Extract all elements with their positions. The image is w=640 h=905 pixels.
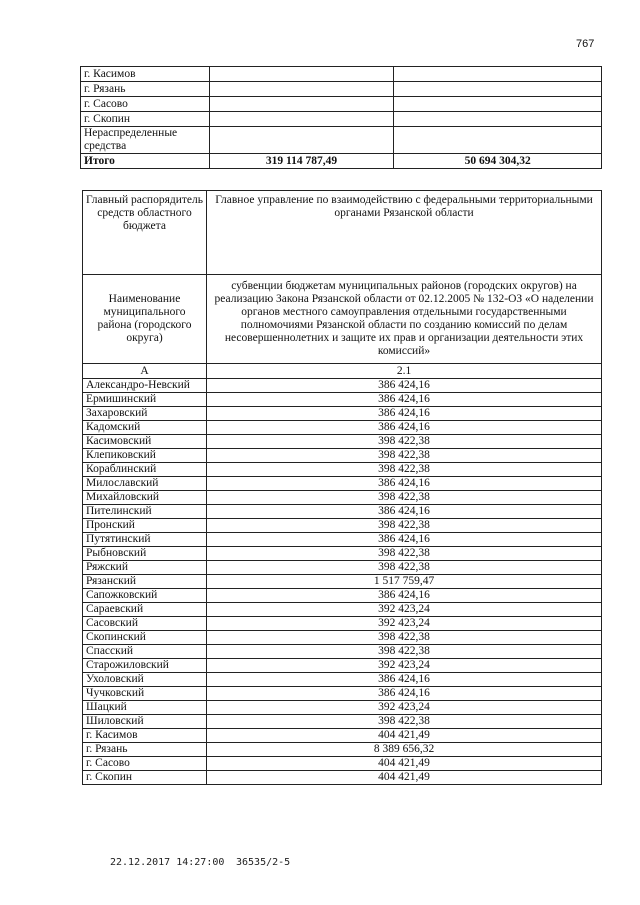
municipality-name: Михайловский (83, 491, 207, 505)
summary-total-row (81, 154, 602, 169)
subvention-amount: 398 422,38 (207, 435, 602, 449)
municipality-name: Путятинский (83, 533, 207, 547)
subvention-amount: 392 423,24 (207, 603, 602, 617)
subvention-amount: 398 422,38 (207, 645, 602, 659)
subvention-amount: 398 422,38 (207, 449, 602, 463)
municipality-name: Скопинский (83, 631, 207, 645)
municipality-name: Кораблинский (83, 463, 207, 477)
subvention-table (82, 190, 602, 785)
page-number: 767 (576, 38, 595, 50)
table-row (83, 631, 602, 645)
subvention-amount: 386 424,16 (207, 589, 602, 603)
municipality-name: Рязанский (83, 575, 207, 589)
summary-row-name: г. Сасово (81, 97, 210, 112)
table-row (83, 547, 602, 561)
column-code-b: 2.1 (207, 364, 602, 379)
summary-row (81, 82, 602, 97)
table-row (83, 673, 602, 687)
subvention-amount: 398 422,38 (207, 715, 602, 729)
summary-row-value-2 (394, 97, 602, 112)
summary-row-value-1 (209, 82, 394, 97)
subvention-amount: 398 422,38 (207, 463, 602, 477)
head-label-municipality: Наименование муниципального района (городского округа) (83, 275, 207, 364)
municipality-name: Александро-Невский (83, 379, 207, 393)
table-row (83, 575, 602, 589)
header-row-municipality (83, 275, 602, 364)
table-row (83, 477, 602, 491)
municipality-name: г. Скопин (83, 771, 207, 785)
municipality-name: г. Сасово (83, 757, 207, 771)
summary-row (81, 97, 602, 112)
subvention-amount: 386 424,16 (207, 533, 602, 547)
summary-total-value-1: 319 114 787,49 (209, 154, 394, 169)
municipality-name: Кадомский (83, 421, 207, 435)
subvention-amount: 8 389 656,32 (207, 743, 602, 757)
subvention-amount: 404 421,49 (207, 757, 602, 771)
table-row (83, 463, 602, 477)
subvention-amount: 386 424,16 (207, 687, 602, 701)
subvention-amount: 386 424,16 (207, 673, 602, 687)
summary-table (80, 66, 602, 169)
municipality-name: Ряжский (83, 561, 207, 575)
head-value-subvention: субвенции бюджетам муниципальных районов (городских округов) на реализацию Закона Рязанской области от 02.12.2005 № 132-ОЗ «О наделении органов местного самоуправления отдельными государственными полномочиями Рязанской области по созданию комиссий по делам несовершеннолетних и защите их прав и организации деятельности этих комиссий» (207, 275, 602, 364)
municipality-name: Милославский (83, 477, 207, 491)
municipality-name: Сараевский (83, 603, 207, 617)
summary-row-value-1 (209, 127, 394, 154)
table-row (83, 617, 602, 631)
subvention-amount: 392 423,24 (207, 659, 602, 673)
summary-row-value-2 (394, 82, 602, 97)
summary-row (81, 127, 602, 154)
municipality-name: г. Касимов (83, 729, 207, 743)
municipality-name: Сапожковский (83, 589, 207, 603)
subvention-amount: 386 424,16 (207, 379, 602, 393)
municipality-name: Шиловский (83, 715, 207, 729)
summary-row-value-1 (209, 67, 394, 82)
column-code-a: А (83, 364, 207, 379)
table-row (83, 603, 602, 617)
summary-row-name: г. Скопин (81, 112, 210, 127)
table-row (83, 393, 602, 407)
subvention-amount: 404 421,49 (207, 729, 602, 743)
footer-doc-id: 36535/2-5 (236, 857, 291, 868)
table-row (83, 491, 602, 505)
table-row (83, 701, 602, 715)
municipality-name: г. Рязань (83, 743, 207, 757)
summary-row-value-1 (209, 112, 394, 127)
column-code-row (83, 364, 602, 379)
municipality-name: Чучковский (83, 687, 207, 701)
subvention-amount: 386 424,16 (207, 393, 602, 407)
table-row (83, 715, 602, 729)
subvention-amount: 404 421,49 (207, 771, 602, 785)
table-row (83, 589, 602, 603)
subvention-amount: 398 422,38 (207, 491, 602, 505)
head-value-distributor: Главное управление по взаимодействию с федеральными территориальными органами Рязанской области (207, 191, 602, 275)
summary-row-value-2 (394, 112, 602, 127)
table-row (83, 505, 602, 519)
summary-row-value-1 (209, 97, 394, 112)
summary-row (81, 67, 602, 82)
subvention-amount: 398 422,38 (207, 561, 602, 575)
subvention-amount: 398 422,38 (207, 631, 602, 645)
table-row (83, 435, 602, 449)
subvention-amount: 386 424,16 (207, 477, 602, 491)
municipality-name: Шацкий (83, 701, 207, 715)
summary-row-name: Нераспределенные средства (81, 127, 210, 154)
footer-timestamp: 22.12.2017 14:27:00 (110, 857, 225, 868)
municipality-name: Ухоловский (83, 673, 207, 687)
municipality-name: Касимовский (83, 435, 207, 449)
municipality-name: Старожиловский (83, 659, 207, 673)
table-row (83, 379, 602, 393)
summary-row-value-2 (394, 127, 602, 154)
table-row (83, 771, 602, 785)
table-row (83, 449, 602, 463)
municipality-name: Сасовский (83, 617, 207, 631)
table-row (83, 687, 602, 701)
summary-total-value-2: 50 694 304,32 (394, 154, 602, 169)
subvention-amount: 392 423,24 (207, 701, 602, 715)
table-row (83, 519, 602, 533)
municipality-name: Клепиковский (83, 449, 207, 463)
subvention-amount: 398 422,38 (207, 547, 602, 561)
municipality-name: Ермишинский (83, 393, 207, 407)
table-row (83, 561, 602, 575)
municipality-name: Рыбновский (83, 547, 207, 561)
municipality-name: Спасский (83, 645, 207, 659)
table-row (83, 407, 602, 421)
table-row (83, 533, 602, 547)
subvention-amount: 386 424,16 (207, 421, 602, 435)
subvention-amount: 398 422,38 (207, 519, 602, 533)
table-row (83, 659, 602, 673)
table-row (83, 421, 602, 435)
table-row (83, 743, 602, 757)
subvention-amount: 386 424,16 (207, 407, 602, 421)
header-row-distributor (83, 191, 602, 275)
municipality-name: Захаровский (83, 407, 207, 421)
table-row (83, 757, 602, 771)
summary-row-value-2 (394, 67, 602, 82)
municipality-name: Пителинский (83, 505, 207, 519)
municipality-name: Пронский (83, 519, 207, 533)
table-row (83, 645, 602, 659)
subvention-amount: 386 424,16 (207, 505, 602, 519)
summary-row-name: г. Рязань (81, 82, 210, 97)
summary-row (81, 112, 602, 127)
subvention-amount: 392 423,24 (207, 617, 602, 631)
table-row (83, 729, 602, 743)
summary-total-label: Итого (81, 154, 210, 169)
summary-row-name: г. Касимов (81, 67, 210, 82)
head-label-distributor: Главный распорядитель средств областного бюджета (83, 191, 207, 275)
subvention-amount: 1 517 759,47 (207, 575, 602, 589)
